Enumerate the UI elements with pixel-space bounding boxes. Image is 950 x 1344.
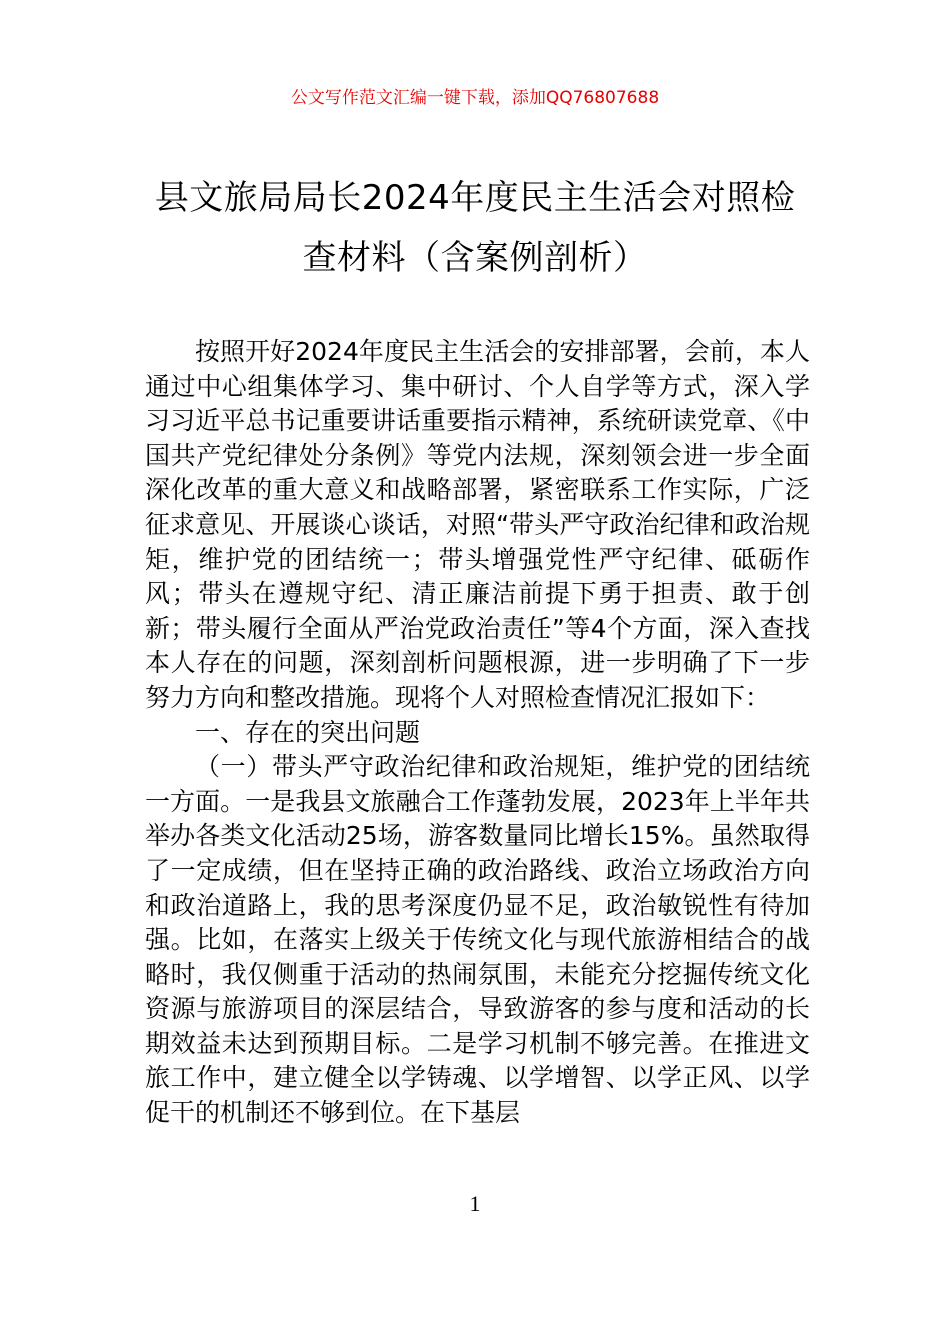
- intro-paragraph: 按照开好2024年度民主生活会的安排部署，会前，本人通过中心组集体学习、集中研讨、个人自学等方式，深入学习习近平总书记重要讲话重要指示精神，系统研读党章、《中国共产党纪律处分条例》等党内法规，深刻领会进一步全面深化改革的重大意义和战略部署，紧密联系工作实际，广泛征求意见、开展谈心谈话，对照“带头严守政治纪律和政治规矩，维护党的团结统一；带头增强党性严守纪律、砥砺作风；带头在遵规守纪、清正廉洁前提下勇于担责、敢于创新；带头履行全面从严治党政治责任”等4个方面，深入查找本人存在的问题，深刻剖析问题根源，进一步明确了下一步努力方向和整改措施。现将个人对照检查情况汇报如下：: [145, 337, 810, 712]
- download-notice: 公文写作范文汇编一键下载，添加QQ76807688: [290, 88, 660, 108]
- page-number: 1: [469, 1191, 481, 1216]
- section-one-paragraph: （一）带头严守政治纪律和政治规矩，维护党的团结统一方面。一是我县文旅融合工作蓬勃发展，2023年上半年共举办各类文化活动25场，游客数量同比增长15%。虽然取得了一定成绩，但在坚持正确的政治路线、政治立场政治方向和政治道路上，我的思考深度仍显不足，政治敏锐性有待加强。比如，在落实上级关于传统文化与现代旅游相结合的战略时，我仅侧重于活动的热闹氛围，未能充分挖掘传统文化资源与旅游项目的深层结合，导致游客的参与度和活动的长期效益未达到预期目标。二是学习机制不够完善。在推进文旅工作中，建立健全以学铸魂、以学增智、以学正风、以学促干的机制还不够到位。在下基层: [145, 752, 810, 1128]
- document-body: [145, 335, 810, 1131]
- section-heading: 一、存在的突出问题: [195, 717, 421, 747]
- document-title: 县文旅局局长2024年度民主生活会对照检查材料（含案例剖析）: [154, 178, 796, 278]
